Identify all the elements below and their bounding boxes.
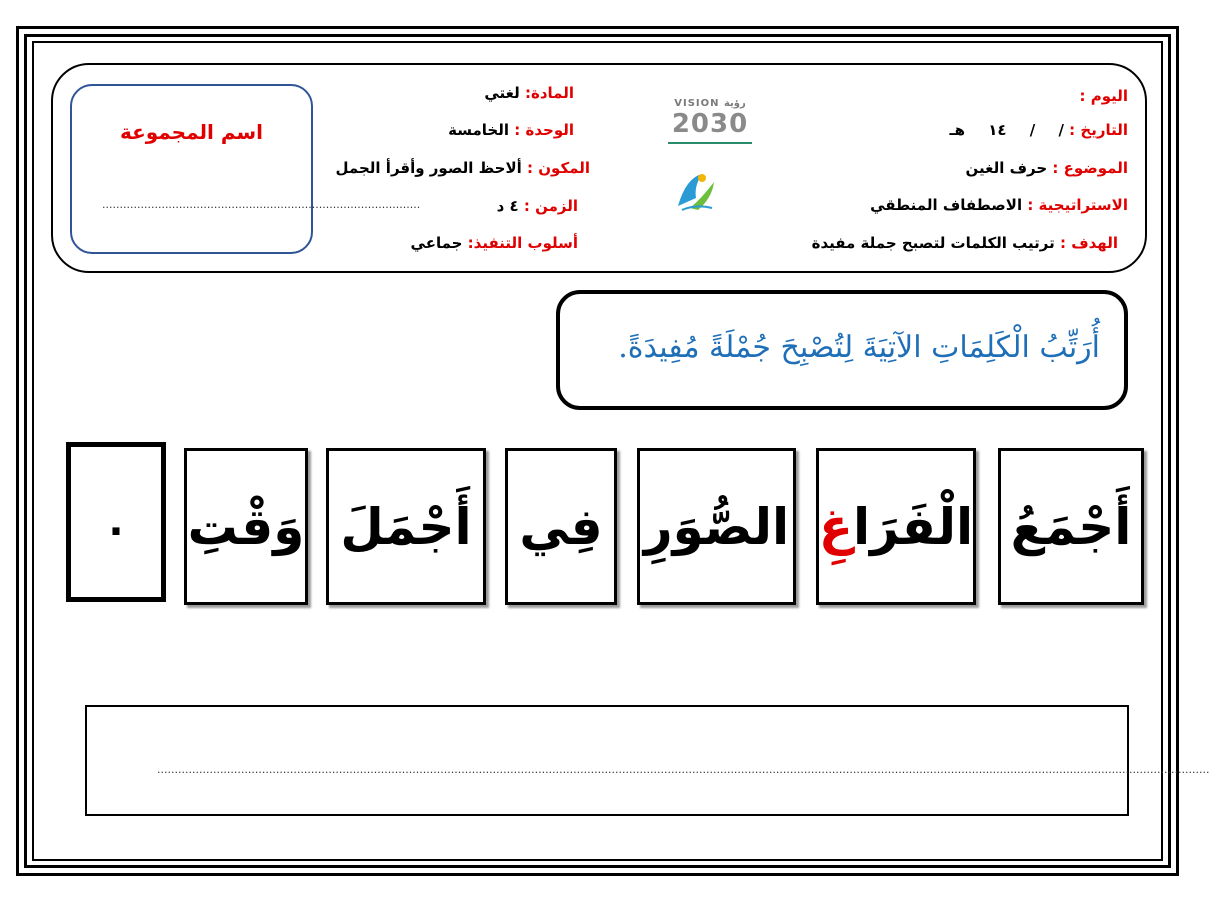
word-text: الْفَرَا bbox=[853, 497, 974, 556]
vision-year: 2030 bbox=[671, 109, 749, 139]
day-label: اليوم : bbox=[1079, 87, 1128, 105]
date-label: التاريخ : bbox=[1069, 121, 1128, 139]
component-label: المكون : bbox=[527, 159, 590, 177]
group-name-title: اسم المجموعة bbox=[119, 120, 264, 144]
word-text: أَجْمَلَ bbox=[340, 497, 472, 556]
method-row bbox=[411, 234, 578, 252]
word-text: وَقْتِ bbox=[187, 497, 305, 556]
strategy-label: الاستراتيجية : bbox=[1027, 196, 1128, 214]
method-label: أسلوب التنفيذ: bbox=[467, 234, 578, 252]
subject-value: لغتي bbox=[484, 84, 520, 102]
answer-line[interactable]: ............................................................................................................................................................................................................................................................................................................. bbox=[157, 763, 1209, 776]
word-card-3[interactable] bbox=[637, 448, 796, 605]
subject-row bbox=[484, 84, 574, 102]
topic-label: الموضوع : bbox=[1052, 159, 1128, 177]
word-card-2[interactable] bbox=[816, 448, 976, 605]
instruction-box bbox=[556, 290, 1128, 410]
unit-label: الوحدة : bbox=[514, 121, 574, 139]
instruction-text: أُرَتِّبُ الْكَلِمَاتِ الآتِيَةَ لِتُصْبِحَ جُمْلَةً مُفِيدَةً. bbox=[618, 330, 1100, 365]
group-name-box bbox=[70, 84, 421, 254]
word-text: أَجْمَعُ bbox=[1010, 497, 1132, 556]
strategy-row bbox=[870, 196, 1128, 214]
word-text: فِي bbox=[519, 497, 603, 556]
word-text-red-letter: غِ bbox=[818, 497, 853, 556]
date-value: / / ١٤ هـ bbox=[949, 121, 1064, 139]
word-text: الصُّوَرِ bbox=[643, 497, 790, 556]
topic-row bbox=[966, 159, 1129, 177]
unit-row bbox=[448, 121, 574, 139]
goal-row bbox=[812, 234, 1118, 252]
goal-label: الهدف : bbox=[1060, 234, 1118, 252]
time-row bbox=[497, 197, 578, 215]
strategy-value: الاصطفاف المنطقي bbox=[870, 196, 1023, 214]
component-value: ألاحظ الصور وأقرأ الجمل bbox=[335, 159, 522, 177]
period-card[interactable] bbox=[66, 442, 166, 602]
goal-value: ترتيب الكلمات لتصبح جملة مفيدة bbox=[811, 234, 1055, 252]
period-text: . bbox=[108, 499, 124, 545]
vision-underline bbox=[668, 142, 752, 148]
day-row bbox=[1079, 87, 1128, 105]
word-card-1[interactable] bbox=[998, 448, 1144, 605]
learning-logo-icon bbox=[672, 168, 720, 216]
vision-top-text: VISION رؤية bbox=[674, 98, 746, 109]
vision-2030-logo bbox=[662, 98, 758, 154]
unit-value: الخامسة bbox=[448, 121, 510, 139]
component-row bbox=[336, 159, 590, 177]
subject-label: المادة: bbox=[524, 84, 574, 102]
method-value: جماعي bbox=[410, 234, 463, 252]
answer-box[interactable] bbox=[85, 705, 1209, 816]
topic-value: حرف الغين bbox=[965, 159, 1048, 177]
time-value: ٤ د bbox=[496, 197, 519, 215]
word-card-4[interactable] bbox=[505, 448, 617, 605]
date-row bbox=[949, 121, 1128, 139]
group-name-line[interactable]: ........................................................................................... bbox=[102, 198, 421, 211]
word-card-6[interactable] bbox=[184, 448, 308, 605]
word-card-5[interactable] bbox=[326, 448, 486, 605]
time-label: الزمن : bbox=[523, 197, 578, 215]
